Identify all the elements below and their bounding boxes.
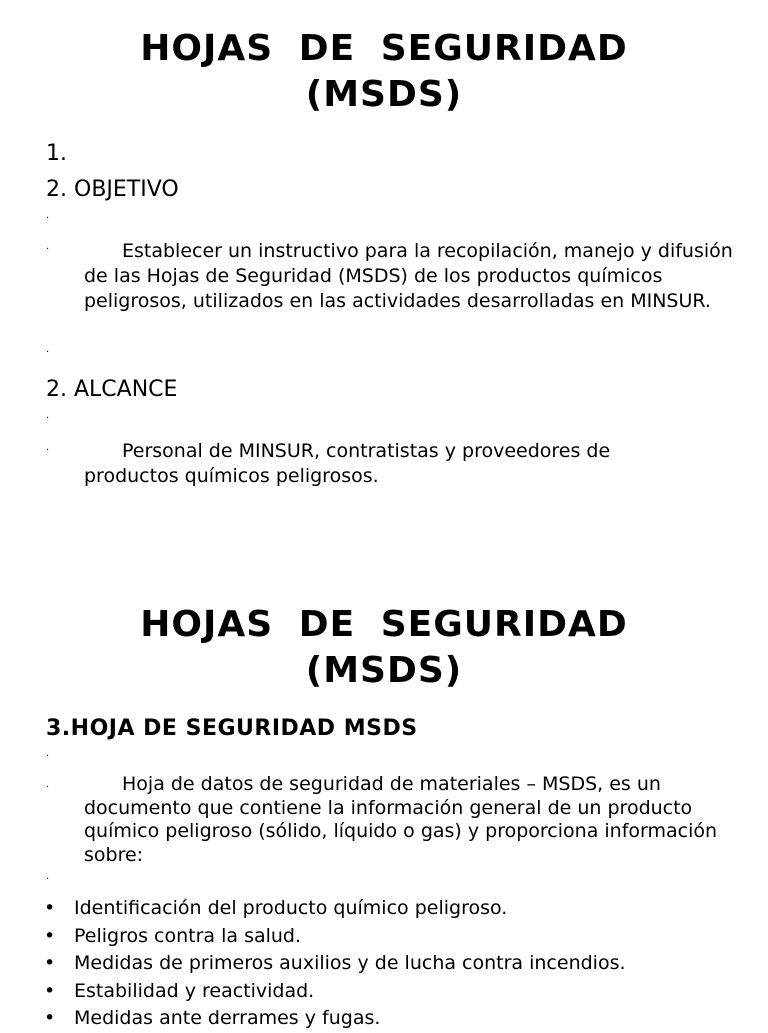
alcance-number: 2.: [46, 377, 67, 402]
small-dot: ·: [46, 751, 50, 762]
small-dot: ·: [46, 445, 50, 456]
slide1-title-line2: (MSDS): [305, 74, 463, 115]
msds-intro-text: Hoja de datos de seguridad de materiales – MSDS, es un documento que contiene la información general de un producto químico peligroso (sólido, líquido o gas) y proporciona información sobre:: [84, 773, 718, 866]
bullet-icon: •: [44, 924, 56, 947]
small-dot: ·: [46, 244, 50, 255]
msds-intro-paragraph: [84, 773, 719, 867]
list-item: • Medidas de primeros auxilios y de lucha contra incendios.: [44, 950, 744, 978]
alcance-paragraph: [84, 439, 694, 489]
small-dot: ·: [46, 782, 50, 793]
msds-info-list: [44, 895, 744, 1033]
objetivo-number: 2.: [46, 177, 67, 202]
list-item: • Identificación del producto químico peligroso.: [44, 895, 744, 923]
list-item: • Estabilidad y reactividad.: [44, 978, 744, 1006]
slide2-title-line2: (MSDS): [305, 650, 463, 691]
objetivo-text: Establecer un instructivo para la recopilación, manejo y difusión de las Hojas de Seguridad (MSDS) de los productos químicos peligrosos, utilizados en las actividades desarrolladas en MINSUR.: [84, 240, 733, 312]
small-dot: ·: [46, 874, 50, 885]
alcance-text: Personal de MINSUR, contratistas y proveedores de productos químicos peligrosos.: [84, 440, 611, 487]
bullet-icon: •: [44, 897, 56, 919]
slide1-title-line1: HOJAS DE SEGURIDAD: [140, 28, 628, 69]
objetivo-heading: [46, 177, 179, 203]
objetivo-label: OBJETIVO: [74, 177, 179, 202]
section3-heading: 3.HOJA DE SEGURIDAD MSDS: [46, 716, 418, 741]
item1-number: 1.: [46, 141, 67, 166]
small-dot: ·: [46, 213, 50, 224]
small-dot: ·: [46, 347, 50, 358]
bullet-icon: •: [44, 979, 56, 1002]
objetivo-paragraph: [84, 239, 734, 314]
list-item: • Medidas ante derrames y fugas.: [44, 1005, 744, 1033]
small-dot: ·: [46, 413, 50, 424]
bullet-icon: •: [44, 952, 56, 974]
slide1-title: [0, 26, 768, 118]
bullet-icon: •: [44, 1007, 56, 1029]
alcance-heading: [46, 377, 177, 403]
slide2-title-line1: HOJAS DE SEGURIDAD: [140, 604, 628, 645]
list-item: • Peligros contra la salud.: [44, 923, 744, 951]
alcance-label: ALCANCE: [74, 377, 178, 402]
slide2-title: [0, 602, 768, 694]
